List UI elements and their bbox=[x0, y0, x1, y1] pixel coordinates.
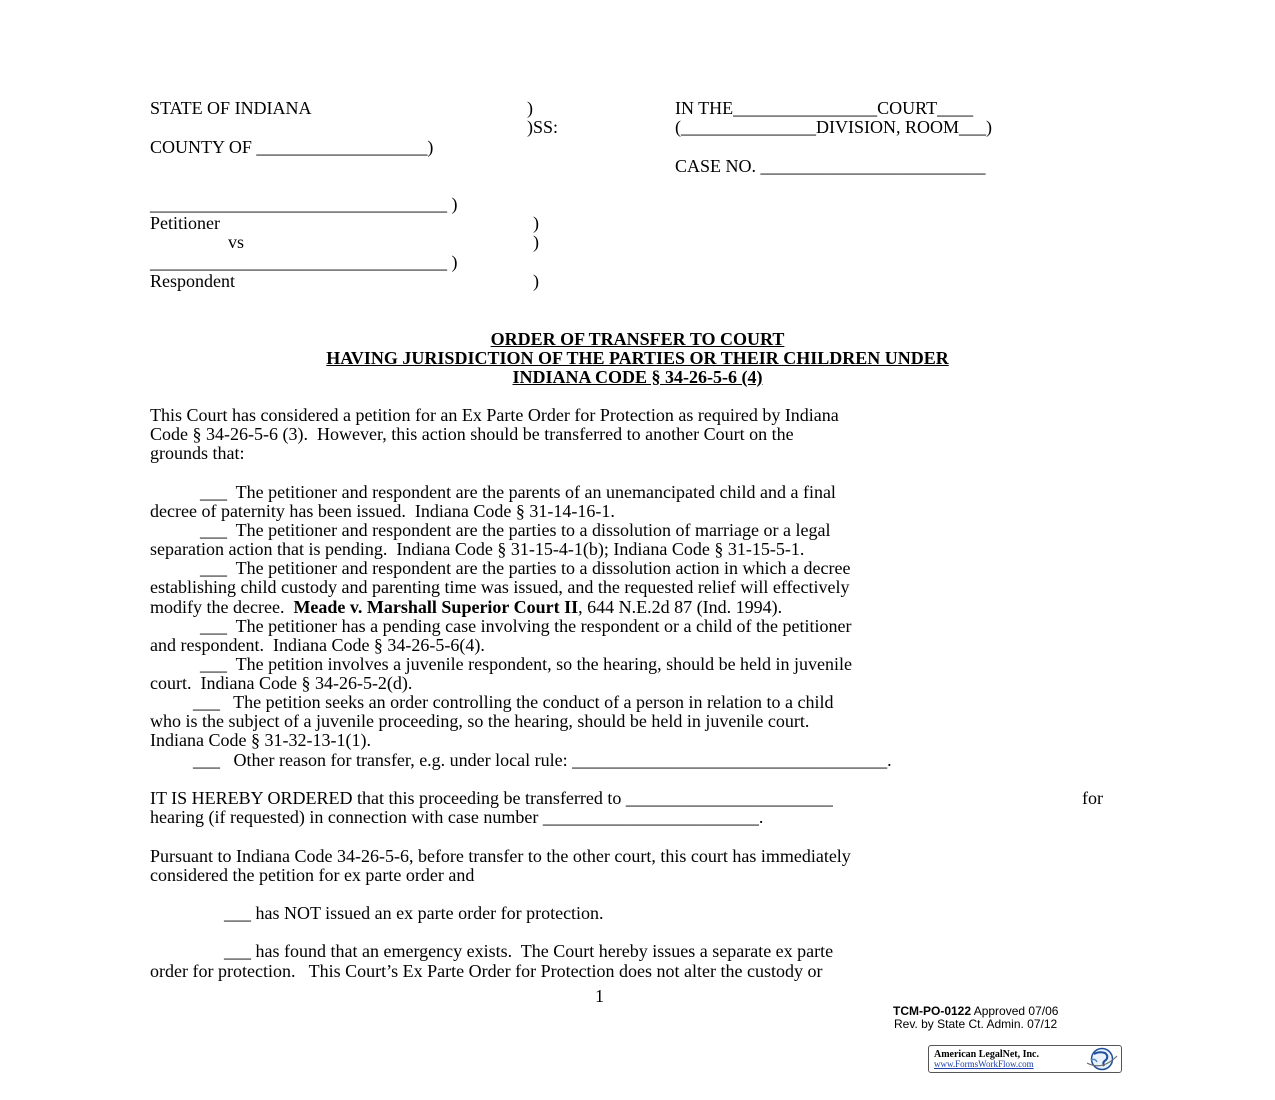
intro-text: This Court has considered a petition for an Ex Parte Order for Protection as required by Indiana bbox=[150, 405, 839, 425]
caption-paren: ) bbox=[533, 232, 539, 252]
reason-pending-case-cont: and respondent. Indiana Code § 34-26-5-6(4). bbox=[150, 635, 485, 655]
reason-paternity: ___ The petitioner and respondent are the parents of an unemancipated child and a final bbox=[200, 482, 836, 502]
reason-custody-decree: ___ The petitioner and respondent are the parties to a dissolution action in which a decree bbox=[200, 558, 851, 578]
globe-icon bbox=[1085, 1047, 1119, 1076]
approved-date: Approved 07/06 bbox=[971, 1004, 1059, 1018]
order-statement-for: for bbox=[1082, 788, 1103, 808]
reason-juvenile-proceeding-cont: who is the subject of a juvenile proceeding, so the hearing, should be held in juvenile court. bbox=[150, 711, 810, 731]
order-statement: IT IS HEREBY ORDERED that this proceeding be transferred to _______________________ bbox=[150, 788, 833, 808]
document-title: ORDER OF TRANSFER TO COURT bbox=[490, 329, 785, 349]
order-statement-cont: hearing (if requested) in connection with case number ________________________. bbox=[150, 807, 764, 827]
finding-no-order: ___ has NOT issued an ex parte order for protection. bbox=[224, 903, 604, 923]
citation-prefix: modify the decree. bbox=[150, 597, 294, 617]
reason-juvenile-respondent: ___ The petition involves a juvenile respondent, so the hearing, should be held in juvenile bbox=[200, 654, 853, 674]
state-label: STATE OF INDIANA bbox=[150, 98, 312, 118]
page-number: 1 bbox=[595, 986, 604, 1006]
pursuant-text: considered the petition for ex parte order and bbox=[150, 865, 475, 885]
reason-paternity-cont: decree of paternity has been issued. Indiana Code § 31-14-16-1. bbox=[150, 501, 615, 521]
reason-dissolution-pending: ___ The petitioner and respondent are the parties to a dissolution of marriage or a legal bbox=[200, 520, 831, 540]
case-citation: Meade v. Marshall Superior Court II bbox=[293, 597, 579, 617]
versus-label: vs bbox=[228, 232, 245, 252]
petitioner-label: Petitioner bbox=[150, 213, 220, 233]
petitioner-name-line: _________________________________ ) bbox=[150, 194, 458, 214]
reason-juvenile-proceeding: ___ The petition seeks an order controlling the conduct of a person in relation to a child bbox=[193, 692, 834, 712]
intro-text: Code § 34-26-5-6 (3). However, this action should be transferred to another Court on the bbox=[150, 424, 794, 444]
reason-juvenile-proceeding-code: Indiana Code § 31-32-13-1(1). bbox=[150, 730, 371, 750]
logo-url-link[interactable]: www.FormsWorkFlow.com bbox=[934, 1059, 1034, 1069]
county-field: COUNTY OF ___________________) bbox=[150, 137, 434, 157]
citation-suffix: , 644 N.E.2d 87 (Ind. 1994). bbox=[578, 597, 783, 617]
reason-juvenile-respondent-cont: court. Indiana Code § 34-26-5-2(d). bbox=[150, 673, 413, 693]
reason-dissolution-pending-cont: separation action that is pending. Indiana Code § 31-15-4-1(b); Indiana Code § 31-15-5-1. bbox=[150, 539, 805, 559]
respondent-name-line: _________________________________ ) bbox=[150, 252, 458, 272]
document-subtitle-code: INDIANA CODE § 34-26-5-6 (4) bbox=[512, 367, 763, 387]
form-code: TCM-PO-0122 bbox=[893, 1004, 972, 1018]
caption-paren: ) bbox=[533, 213, 539, 233]
pursuant-text: Pursuant to Indiana Code 34-26-5-6, before transfer to the other court, this court has immediately bbox=[150, 846, 851, 866]
reason-custody-decree-cont: establishing child custody and parenting time was issued, and the requested relief will effectively bbox=[150, 577, 850, 597]
finding-emergency: ___ has found that an emergency exists. The Court hereby issues a separate ex parte bbox=[224, 941, 834, 961]
respondent-label: Respondent bbox=[150, 271, 235, 291]
caption-paren: ) bbox=[527, 98, 533, 118]
case-number-field: CASE NO. _________________________ bbox=[675, 156, 986, 176]
document-subtitle: HAVING JURISDICTION OF THE PARTIES OR THEIR CHILDREN UNDER bbox=[326, 348, 949, 368]
reason-other: ___ Other reason for transfer, e.g. under local rule: ___________________________________. bbox=[193, 750, 892, 770]
intro-text: grounds that: bbox=[150, 443, 245, 463]
ss-label: )SS: bbox=[527, 117, 559, 137]
finding-emergency-cont: order for protection. This Court’s Ex Parte Order for Protection does not alter the custody or bbox=[150, 961, 823, 981]
revision-note: Rev. by State Ct. Admin. 07/12 bbox=[894, 1017, 1058, 1031]
court-name-field: IN THE________________COURT____ bbox=[675, 98, 974, 118]
reason-custody-decree-citation bbox=[150, 598, 782, 617]
caption-paren: ) bbox=[533, 271, 539, 291]
reason-pending-case: ___ The petitioner has a pending case involving the respondent or a child of the petitioner bbox=[200, 616, 852, 636]
division-room-field: (_______________DIVISION, ROOM___) bbox=[675, 117, 992, 137]
logo-company-name: American LegalNet, Inc. bbox=[934, 1049, 1039, 1060]
publisher-logo bbox=[928, 1045, 1122, 1073]
